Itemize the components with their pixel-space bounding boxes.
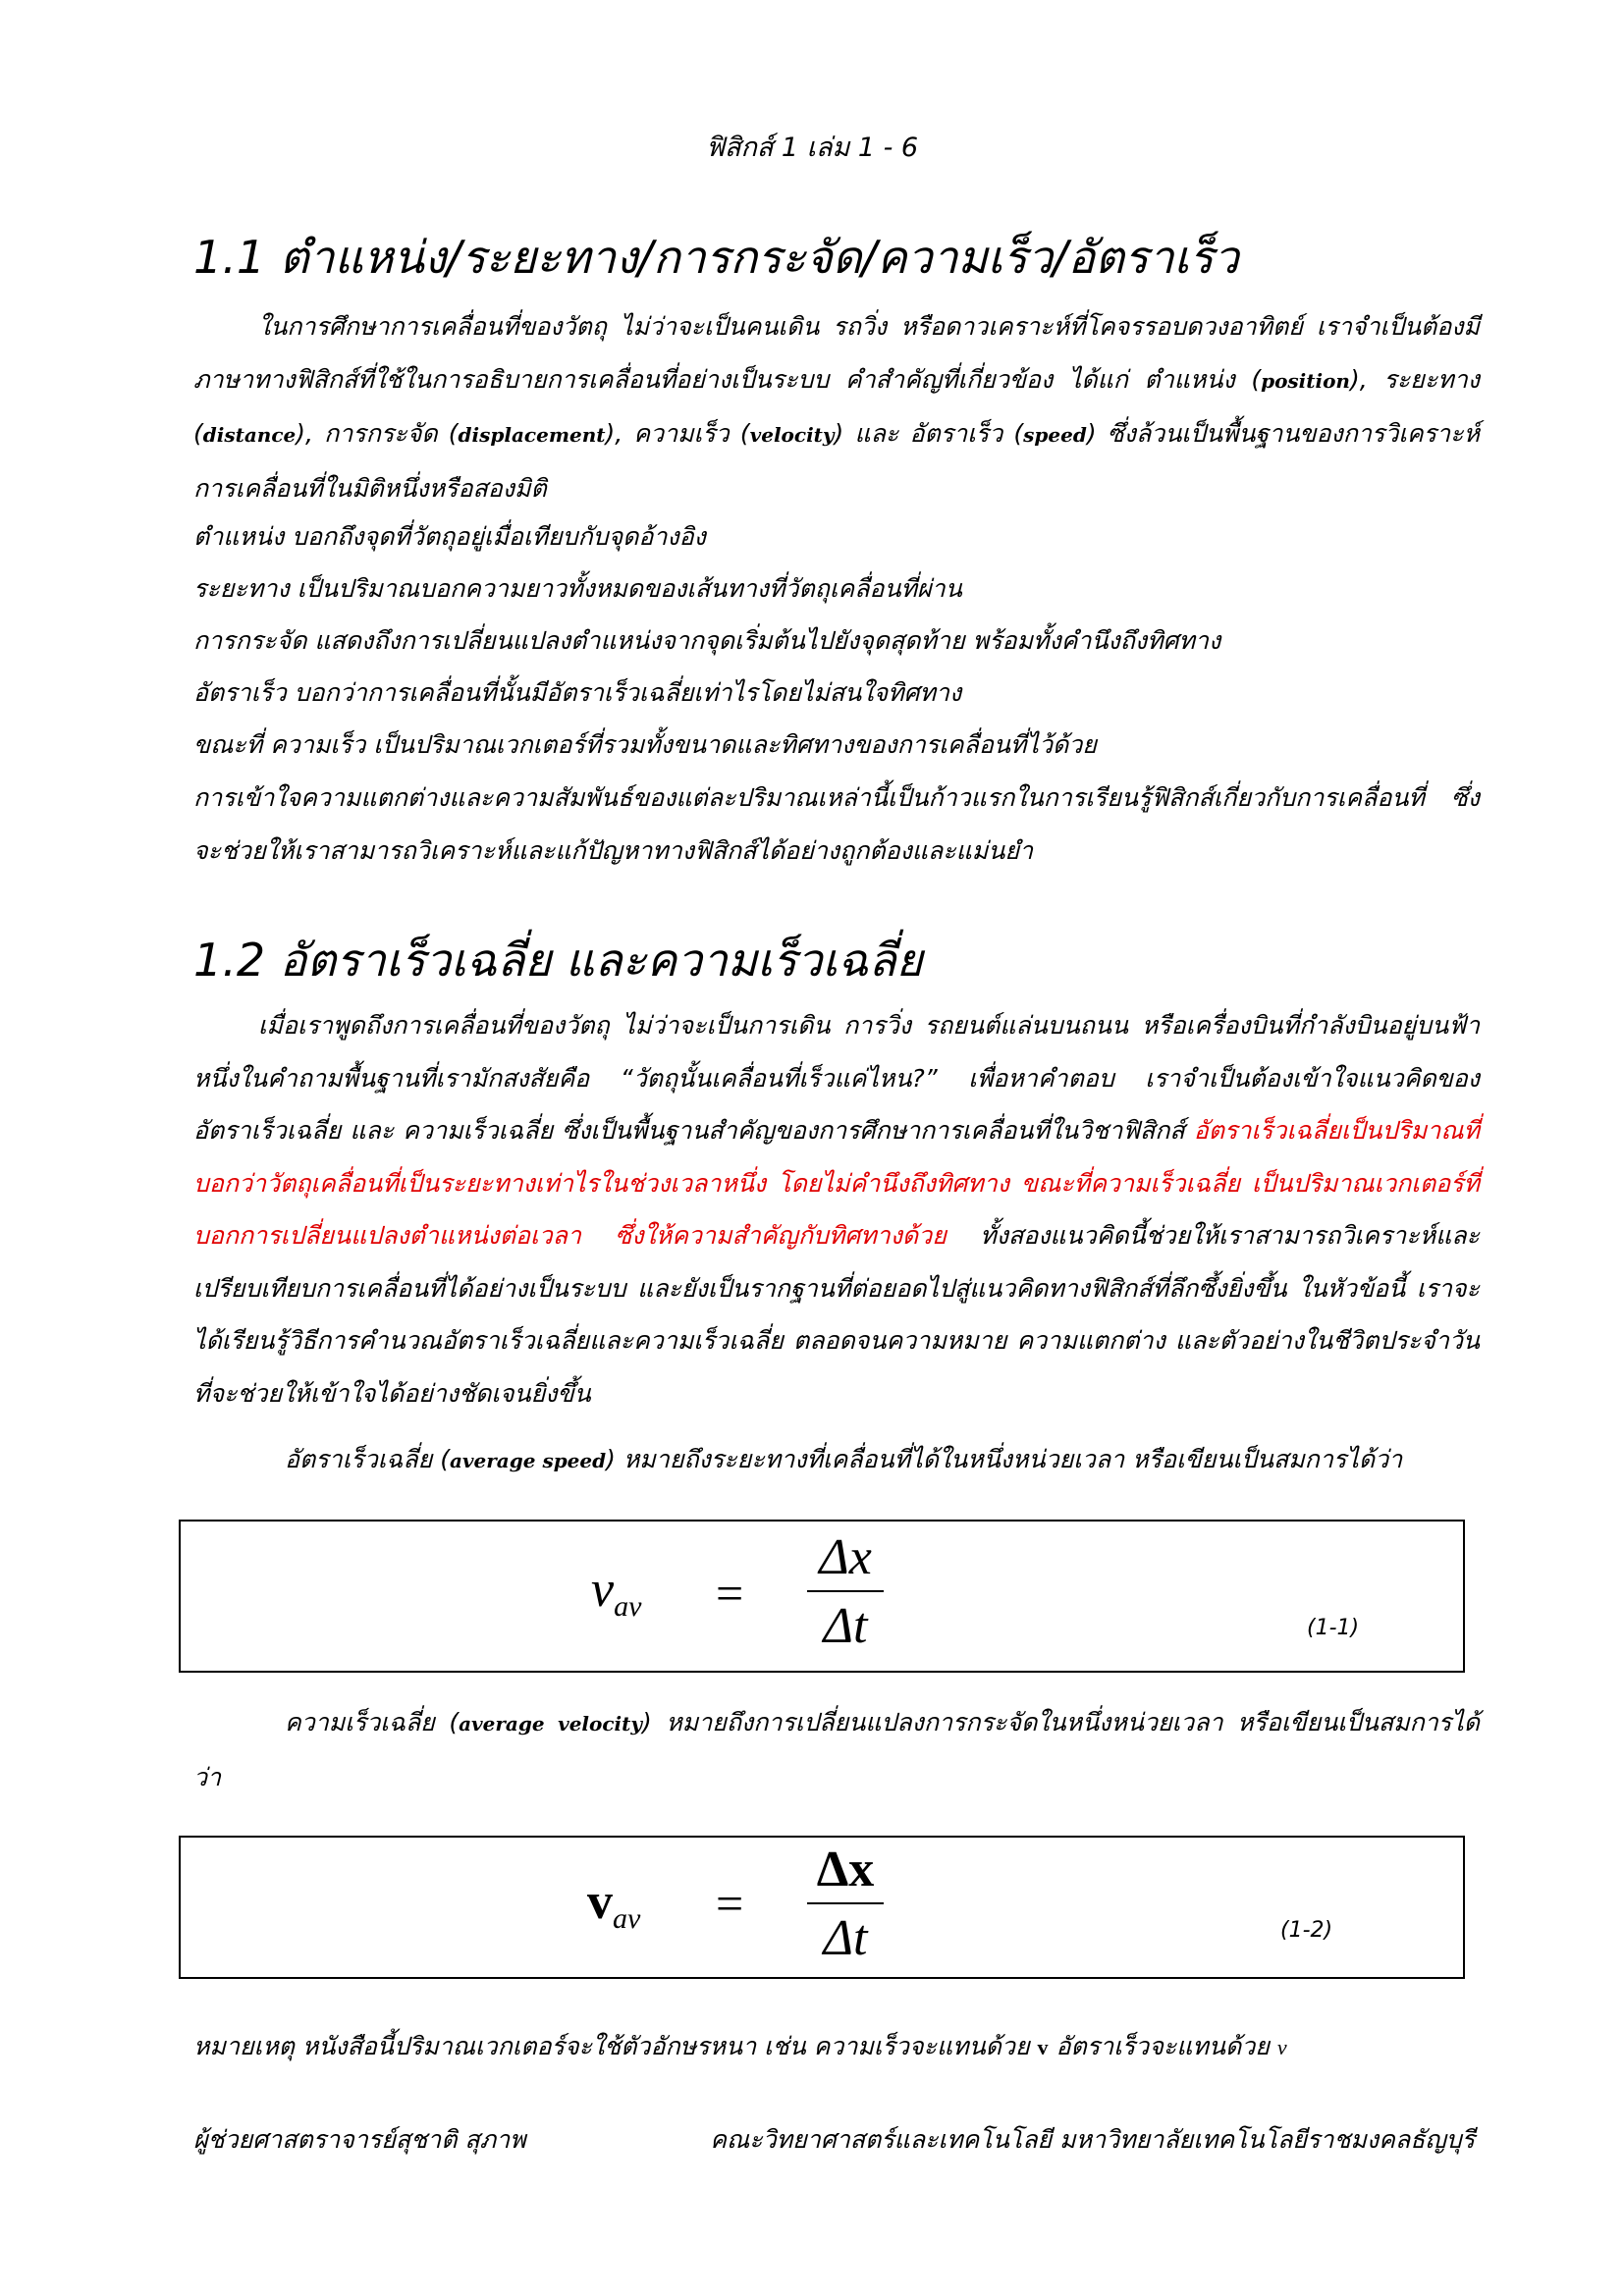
definition-displacement: การกระจัด แสดงถึงการเปลี่ยนแปลงตำแหน่งจากจุดเริ่มต้นไปยังจุดสุดท้าย พร้อมทั้งคำนึงถึงทิศทาง [193, 626, 1221, 655]
equation-1-equals: = [716, 1566, 744, 1621]
equation-box-2 [179, 1836, 1465, 1979]
equation-1-lhs: $v_{av}$ [591, 1562, 642, 1623]
equation-2-denominator: Δt [823, 1910, 868, 1966]
average-velocity-definition: ความเร็วเฉลี่ย (average velocity) หมายถึงการเปลี่ยนแปลงการกระจัดในหนึ่งหน่วยเวลา หรือเขียนเป็นสมการได้ว่า [193, 1708, 1481, 1791]
section-1-closing: การเข้าใจความแตกต่างและความสัมพันธ์ของแต่ละปริมาณเหล่านี้เป็นก้าวแรกในการเรียนรู้ฟิสิกส์เกี่ยวกับการเคลื่อนที่ ซึ่งจะช่วยให้เราสามารถวิเคราะห์และแก้ปัญหาทางฟิสิกส์ได้อย่างถูกต้องและแม่นยำ [193, 783, 1480, 865]
footer-institution: คณะวิทยาศาสตร์และเทคโนโลยี มหาวิทยาลัยเทคโนโลยีราชมงคลธัญบุรี [710, 2125, 1475, 2154]
section-2-paragraph: เมื่อเราพูดถึงการเคลื่อนที่ของวัตถุ ไม่ว่าจะเป็นการเดิน การวิ่ง รถยนต์แล่นบนถนน หรือเครื่องบินที่กำลังบินอยู่บนฟ้า หนึ่งในคำถามพื้นฐานที่เรามักสงสัยคือ “วัตถุนั้นเคลื่อนที่เร็วแค่ไหน?” เพื่อหาคำตอบ เราจำเป็นต้องเข้าใจแนวคิดของ อัตราเร็วเฉลี่ย และ ความเร็วเฉลี่ย ซึ่งเป็นพื้นฐานสำคัญของการศึกษาการเคลื่อนที่ในวิชาฟิสิกส์ อัตราเร็วเฉลี่ยเป็นปริมาณที่บอกว่าวัตถุเคลื่อนที่เป็นระยะทางเท่าไรในช่วงเวลาหนึ่ง โดยไม่คำนึงถึงทิศทาง ขณะที่ความเร็วเฉลี่ย เป็นปริมาณเวกเตอร์ที่บอกการเปลี่ยนแปลงตำแหน่งต่อเวลา ซึ่งให้ความสำคัญกับทิศทางด้วย ทั้งสองแนวคิดนี้ช่วยให้เราสามารถวิเคราะห์และเปรียบเทียบการเคลื่อนที่ได้อย่างเป็นระบบ และยังเป็นรากฐานที่ต่อยอดไปสู่แนวคิดทางฟิสิกส์ที่ลึกซึ้งยิ่งขึ้น ในหัวข้อนี้ เราจะได้เรียนรู้วิธีการคำนวณอัตราเร็วเฉลี่ยและความเร็วเฉลี่ย ตลอดจนความหมาย ความแตกต่าง และตัวอย่างในชีวิตประจำวันที่จะช่วยให้เข้าใจได้อย่างชัดเจนยิ่งขึ้น [193, 1011, 1480, 1408]
italic-v-symbol: v [1276, 2035, 1287, 2059]
equation-1-fraction [807, 1525, 884, 1661]
equation-2-equals: = [716, 1876, 744, 1931]
equation-2-number: (1-2) [1280, 1918, 1333, 1943]
definition-velocity: ขณะที่ ความเร็ว เป็นปริมาณเวกเตอร์ที่รวมทั้งขนาดและทิศทางของการเคลื่อนที่ไว้ด้วย [193, 730, 1097, 759]
note: หมายเหตุ หนังสือนี้ปริมาณเวกเตอร์จะใช้ตัวอักษรหนา เช่น ความเร็วจะแทนด้วย v อัตราเร็วจะแทนด้วย v [193, 2032, 1287, 2060]
average-speed-definition: อัตราเร็วเฉลี่ย (average speed) หมายถึงระยะทางที่เคลื่อนที่ได้ในหนึ่งหน่วยเวลา หรือเขียนเป็นสมการได้ว่า [285, 1445, 1403, 1473]
equation-1-numerator: Δx [807, 1525, 884, 1592]
definition-speed: อัตราเร็ว บอกว่าการเคลื่อนที่นั้นมีอัตราเร็วเฉลี่ยเท่าไรโดยไม่สนใจทิศทาง [193, 678, 962, 707]
section-1-title: 1.1 ตำแหน่ง/ระยะทาง/การกระจัด/ความเร็ว/อัตราเร็ว [193, 231, 1239, 284]
equation-1-number: (1-1) [1307, 1616, 1360, 1640]
bold-v-symbol: v [1037, 2035, 1049, 2059]
highlighted-definition: อัตราเร็วเฉลี่ยเป็นปริมาณที่บอกว่าวัตถุเคลื่อนที่เป็นระยะทางเท่าไรในช่วงเวลาหนึ่ง โดยไม่คำนึงถึงทิศทาง ขณะที่ความเร็วเฉลี่ย เป็นปริมาณเวกเตอร์ที่บอกการเปลี่ยนแปลงตำแหน่งต่อเวลา ซึ่งให้ความสำคัญกับทิศทางด้วย [193, 1116, 1480, 1250]
section-2-title: 1.2 อัตราเร็วเฉลี่ย และความเร็วเฉลี่ย [193, 934, 923, 987]
footer-author: ผู้ช่วยศาสตราจารย์สุชาติ สุภาพ [193, 2125, 526, 2154]
equation-box-1 [179, 1520, 1465, 1673]
equation-2-lhs: $v_{av}$ [587, 1874, 641, 1935]
section-1-intro: ในการศึกษาการเคลื่อนที่ของวัตถุ ไม่ว่าจะเป็นคนเดิน รถวิ่ง หรือดาวเคราะห์ที่โคจรรอบดวงอาทิตย์ เราจำเป็นต้องมีภาษาทางฟิสิกส์ที่ใช้ในการอธิบายการเคลื่อนที่อย่างเป็นระบบ คำสำคัญที่เกี่ยวข้อง ได้แก่ ตำแหน่ง (position), ระยะทาง (distance), การกระจัด (displacement), ความเร็ว (velocity) และ อัตราเร็ว (speed) ซึ่งล้วนเป็นพื้นฐานของการวิเคราะห์การเคลื่อนที่ในมิติหนึ่งหรือสองมิติ [193, 312, 1481, 503]
definition-position: ตำแหน่ง บอกถึงจุดที่วัตถุอยู่เมื่อเทียบกับจุดอ้างอิง [193, 522, 706, 551]
page-header: ฟิสิกส์ 1 เล่ม 1 - 6 [705, 133, 919, 163]
equation-2-fraction [807, 1838, 884, 1973]
definition-distance: ระยะทาง เป็นปริมาณบอกความยาวทั้งหมดของเส้นทางที่วัตถุเคลื่อนที่ผ่าน [193, 574, 962, 603]
equation-2-numerator: Δx [807, 1838, 884, 1904]
equation-1-denominator: Δt [823, 1598, 868, 1654]
